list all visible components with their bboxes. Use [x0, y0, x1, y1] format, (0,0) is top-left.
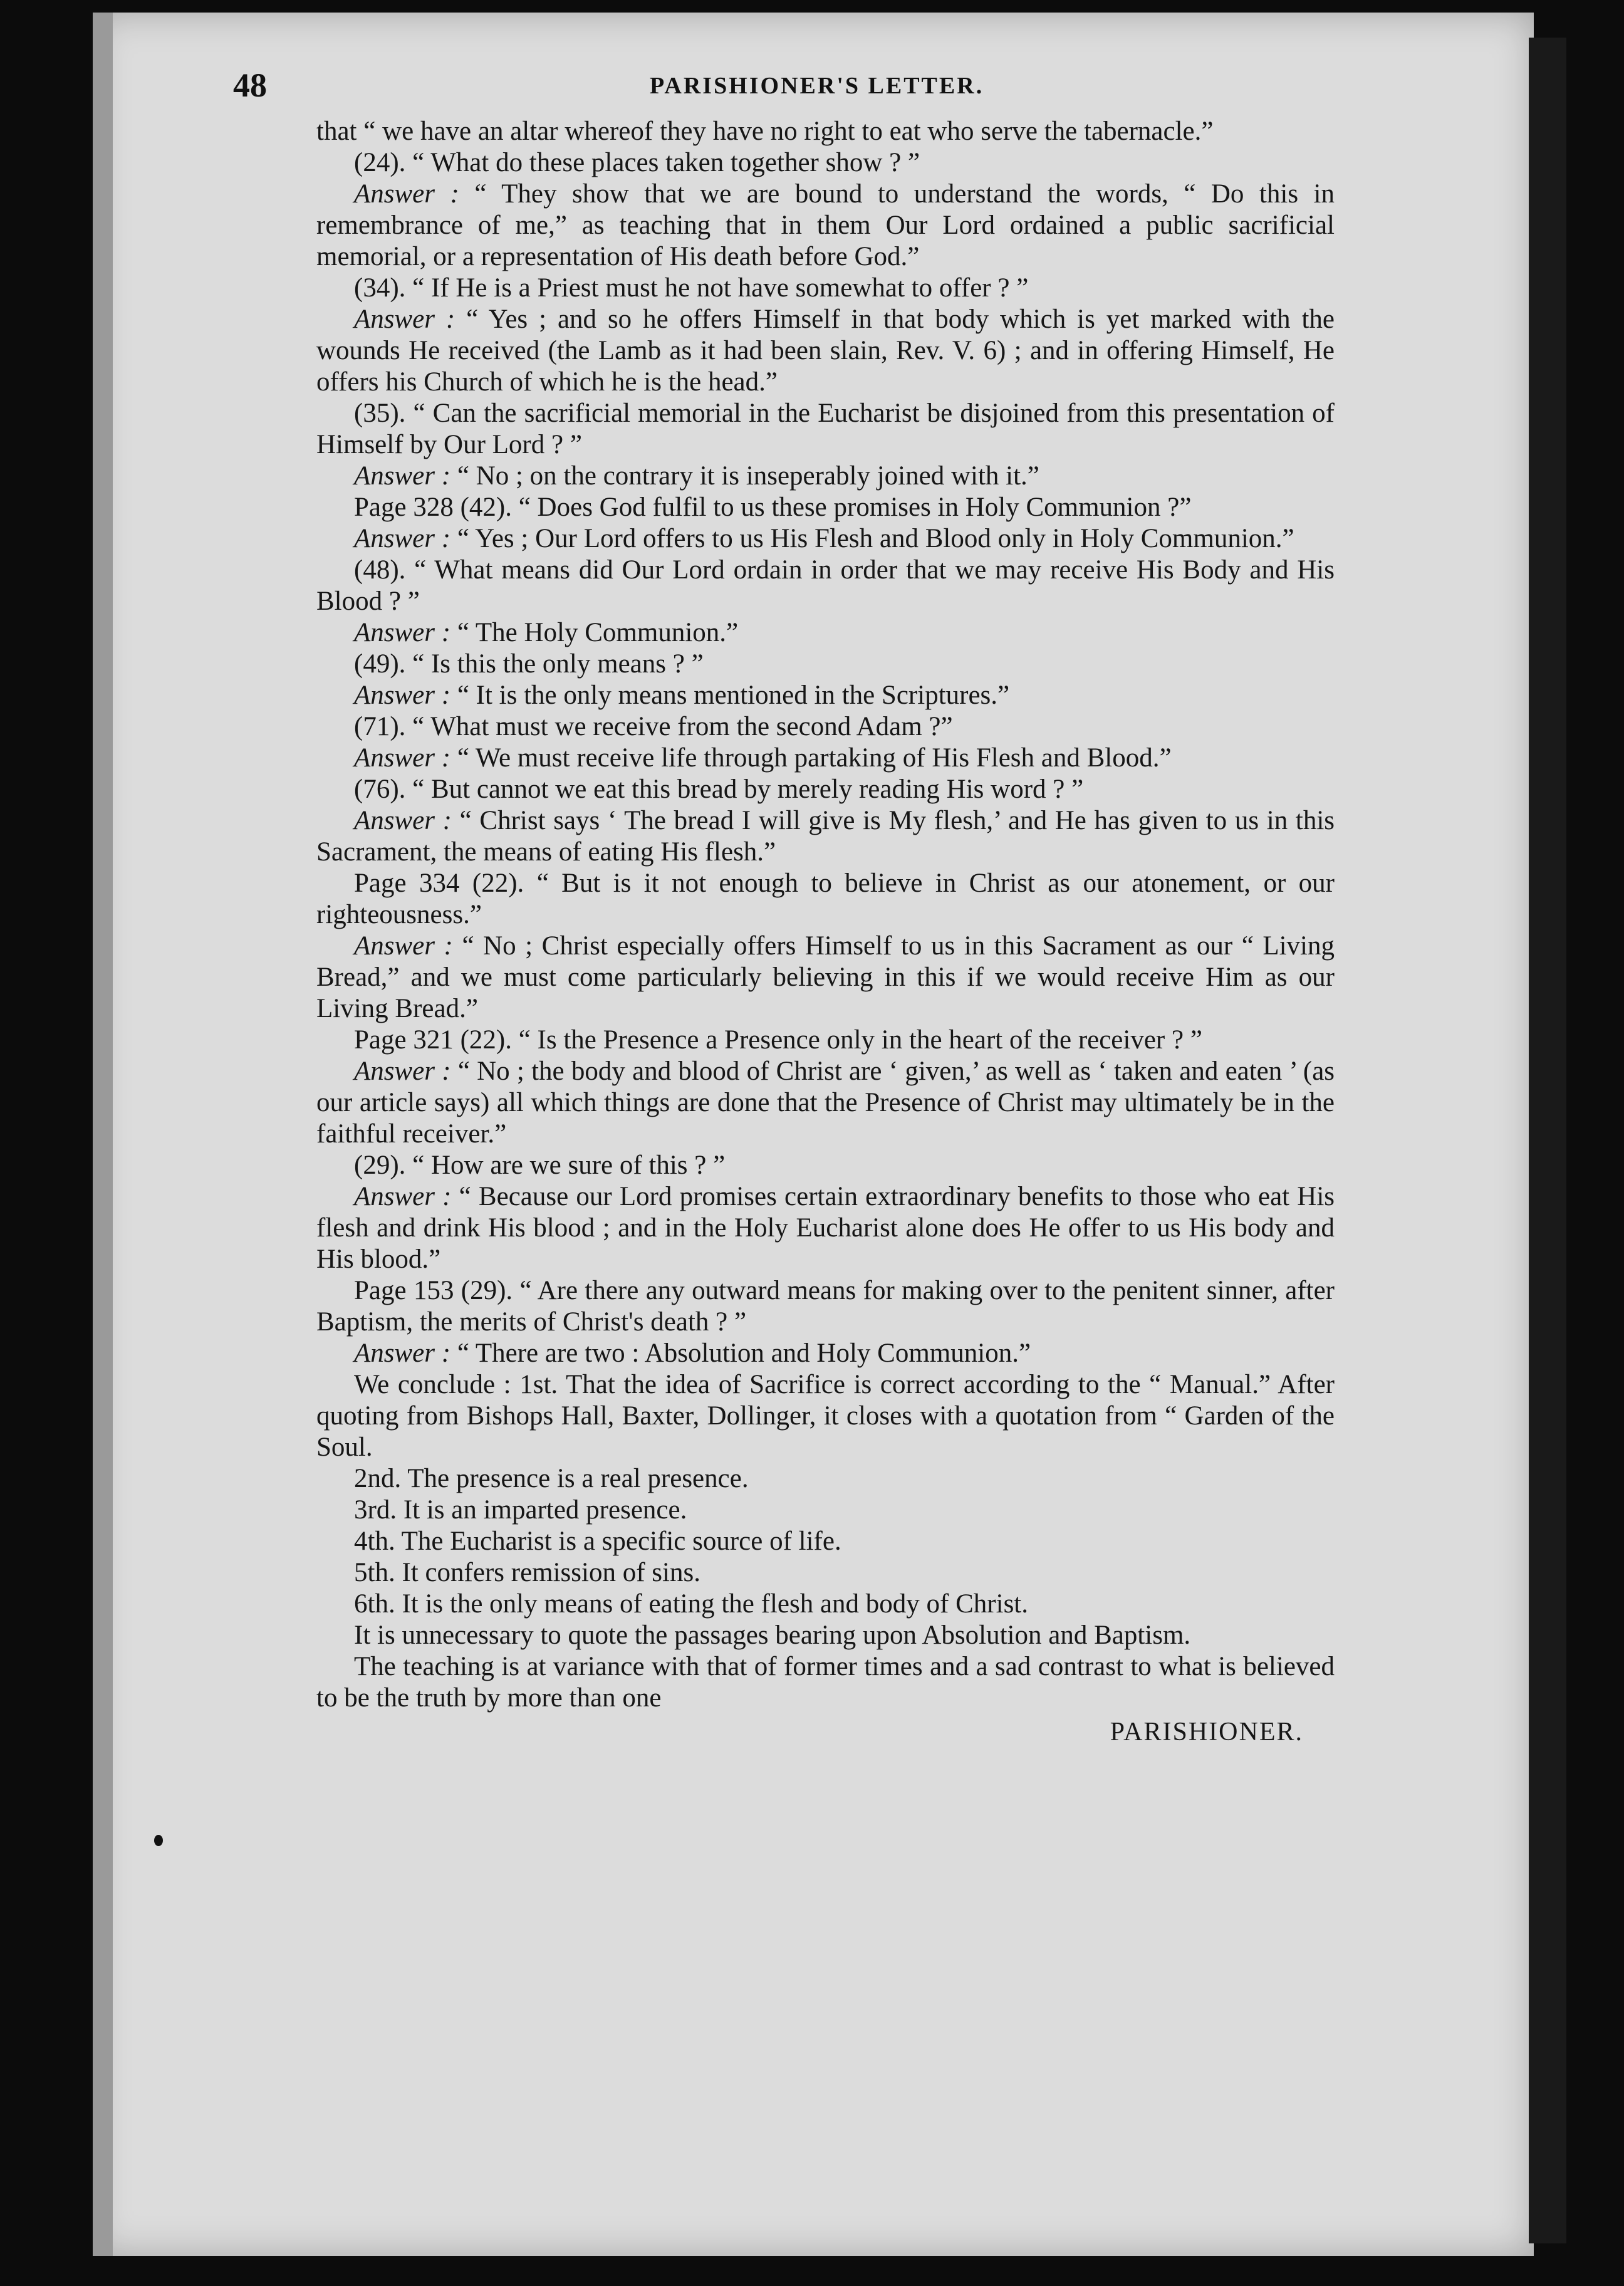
paragraph-text: “ Christ says ‘ The bread I will give is My flesh,’ and He has given to us in this Sacrament, the means of eating His flesh.”: [316, 806, 1335, 867]
body-text: [316, 116, 1335, 1748]
paragraph-text: that “ we have an altar whereof they have no right to eat who serve the tabernacle.”: [316, 117, 1214, 146]
answer-paragraph: [316, 523, 1335, 555]
signature: PARISHIONER.: [1110, 1718, 1303, 1746]
answer-label: Answer :: [354, 806, 452, 835]
paragraph-text: (29). “ How are we sure of this ? ”: [354, 1151, 726, 1180]
paragraph-list: [316, 116, 1335, 1714]
paragraph-text: “ We must receive life through partaking of His Flesh and Blood.”: [457, 743, 1172, 773]
answer-paragraph: [316, 931, 1335, 1025]
ink-speck: [154, 1835, 163, 1846]
answer-label: Answer :: [354, 1339, 451, 1368]
question-paragraph: [316, 398, 1335, 461]
paragraph-text: “ No ; Christ especially offers Himself to us in this Sacrament as our “ Living Bread,” and we must come particularly believing in this if we would receive Him as our Living Bread.”: [316, 931, 1335, 1023]
paragraph-text: (49). “ Is this the only means ? ”: [354, 649, 704, 679]
paragraph-text: (48). “ What means did Our Lord ordain in order that we may receive His Body and His Blood ? ”: [316, 555, 1335, 616]
answer-label: Answer :: [354, 743, 451, 773]
answer-paragraph: [316, 1056, 1335, 1150]
answer-paragraph: [316, 461, 1335, 492]
answer-paragraph: [316, 304, 1335, 398]
paragraph-text: “ Because our Lord promises certain extraordinary benefits to those who eat His flesh and drink His blood ; and in the Holy Eucharist alone does He offer to us His body and His blood.”: [316, 1182, 1335, 1274]
paragraph-text: Page 328 (42). “ Does God fulfil to us these promises in Holy Communion ?”: [354, 493, 1192, 522]
question-paragraph: [316, 649, 1335, 680]
question-paragraph: [316, 1526, 1335, 1557]
adjacent-page-edge: [1529, 38, 1566, 2243]
running-title: PARISHIONER'S LETTER.: [650, 73, 984, 99]
question-paragraph: [316, 1369, 1335, 1463]
paragraph-text: (71). “ What must we receive from the second Adam ?”: [354, 712, 953, 741]
paragraph-text: The teaching is at variance with that of former times and a sad contrast to what is believed to be the truth by more than one: [316, 1652, 1335, 1713]
question-paragraph: [316, 1025, 1335, 1056]
paragraph-text: It is unnecessary to quote the passages bearing upon Absolution and Baptism.: [354, 1621, 1191, 1650]
paragraph-text: “ They show that we are bound to understand the words, “ Do this in remembrance of me,” as teaching that in them Our Lord ordained a public sacrificial memorial, or a representation of His death before God.”: [316, 179, 1335, 271]
answer-paragraph: [316, 1181, 1335, 1275]
page-number: 48: [233, 66, 267, 104]
paragraph-text: “ It is the only means mentioned in the Scriptures.”: [457, 681, 1010, 710]
paragraph-text: (34). “ If He is a Priest must he not have somewhat to offer ? ”: [354, 273, 1029, 303]
answer-paragraph: [316, 743, 1335, 774]
question-paragraph: [316, 1275, 1335, 1338]
answer-label: Answer :: [354, 618, 451, 647]
question-paragraph: [316, 492, 1335, 523]
paragraph-text: We conclude : 1st. That the idea of Sacrifice is correct according to the “ Manual.” After quoting from Bishops Hall, Baxter, Dollinger, it closes with a quotation from “ Garden of the Soul.: [316, 1370, 1335, 1462]
answer-paragraph: [316, 680, 1335, 711]
paragraph-text: 3rd. It is an imparted presence.: [354, 1495, 687, 1525]
answer-paragraph: [316, 1338, 1335, 1369]
paragraph-text: “ No ; on the contrary it is inseperably joined with it.”: [457, 461, 1039, 491]
paragraph-text: 2nd. The presence is a real presence.: [354, 1464, 749, 1493]
answer-paragraph: [316, 805, 1335, 868]
answer-label: Answer :: [354, 305, 455, 334]
paragraph-text: (76). “ But cannot we eat this bread by merely reading His word ? ”: [354, 775, 1084, 804]
paragraph-text: “ No ; the body and blood of Christ are ‘ given,’ as well as ‘ taken and eaten ’ (as our article says) all which things are done that the Presence of Christ may ultimately be in the faithful receiver.”: [316, 1057, 1335, 1149]
paragraph-text: (35). “ Can the sacrificial memorial in the Eucharist be disjoined from this presentation of Himself by Our Lord ? ”: [316, 399, 1335, 459]
page-header: [233, 66, 1335, 103]
answer-label: Answer :: [354, 524, 451, 553]
question-paragraph: [316, 1150, 1335, 1181]
answer-label: Answer :: [354, 1057, 451, 1086]
question-paragraph: [316, 1620, 1335, 1651]
question-paragraph: [316, 1651, 1335, 1714]
paragraph-text: “ Yes ; and so he offers Himself in that body which is yet marked with the wounds He received (the Lamb as it had been slain, Rev. V. 6) ; and in offering Himself, He offers his Church of which he is the head.”: [316, 305, 1335, 397]
paragraph-text: 6th. It is the only means of eating the flesh and body of Christ.: [354, 1589, 1029, 1619]
question-paragraph: [316, 1495, 1335, 1526]
paragraph-text: 4th. The Eucharist is a specific source of life.: [354, 1527, 841, 1556]
paragraph-text: 5th. It confers remission of sins.: [354, 1558, 700, 1587]
paragraph-text: Page 321 (22). “ Is the Presence a Presence only in the heart of the receiver ? ”: [354, 1025, 1202, 1055]
paragraph-text: Page 334 (22). “ But is it not enough to believe in Christ as our atonement, or our righteousness.”: [316, 869, 1335, 929]
answer-paragraph: [316, 617, 1335, 649]
answer-label: Answer :: [354, 179, 459, 209]
question-paragraph: [316, 1557, 1335, 1589]
question-paragraph: [316, 116, 1335, 147]
question-paragraph: [316, 147, 1335, 179]
paragraph-text: “ Yes ; Our Lord offers to us His Flesh and Blood only in Holy Communion.”: [457, 524, 1294, 553]
paragraph-text: “ The Holy Communion.”: [457, 618, 739, 647]
question-paragraph: [316, 1589, 1335, 1620]
answer-label: Answer :: [354, 931, 453, 961]
paragraph-text: “ There are two : Absolution and Holy Communion.”: [457, 1339, 1031, 1368]
paragraph-text: (24). “ What do these places taken together show ? ”: [354, 148, 920, 177]
answer-label: Answer :: [354, 1182, 452, 1211]
page-binding-edge: [93, 13, 113, 2256]
paragraph-text: Page 153 (29). “ Are there any outward means for making over to the penitent sinner, after Baptism, the merits of Christ's death ? ”: [316, 1276, 1335, 1337]
question-paragraph: [316, 1463, 1335, 1495]
answer-label: Answer :: [354, 681, 451, 710]
answer-label: Answer :: [354, 461, 451, 491]
question-paragraph: [316, 868, 1335, 931]
question-paragraph: [316, 555, 1335, 617]
question-paragraph: [316, 711, 1335, 743]
question-paragraph: [316, 273, 1335, 304]
answer-paragraph: [316, 179, 1335, 273]
question-paragraph: [316, 774, 1335, 805]
